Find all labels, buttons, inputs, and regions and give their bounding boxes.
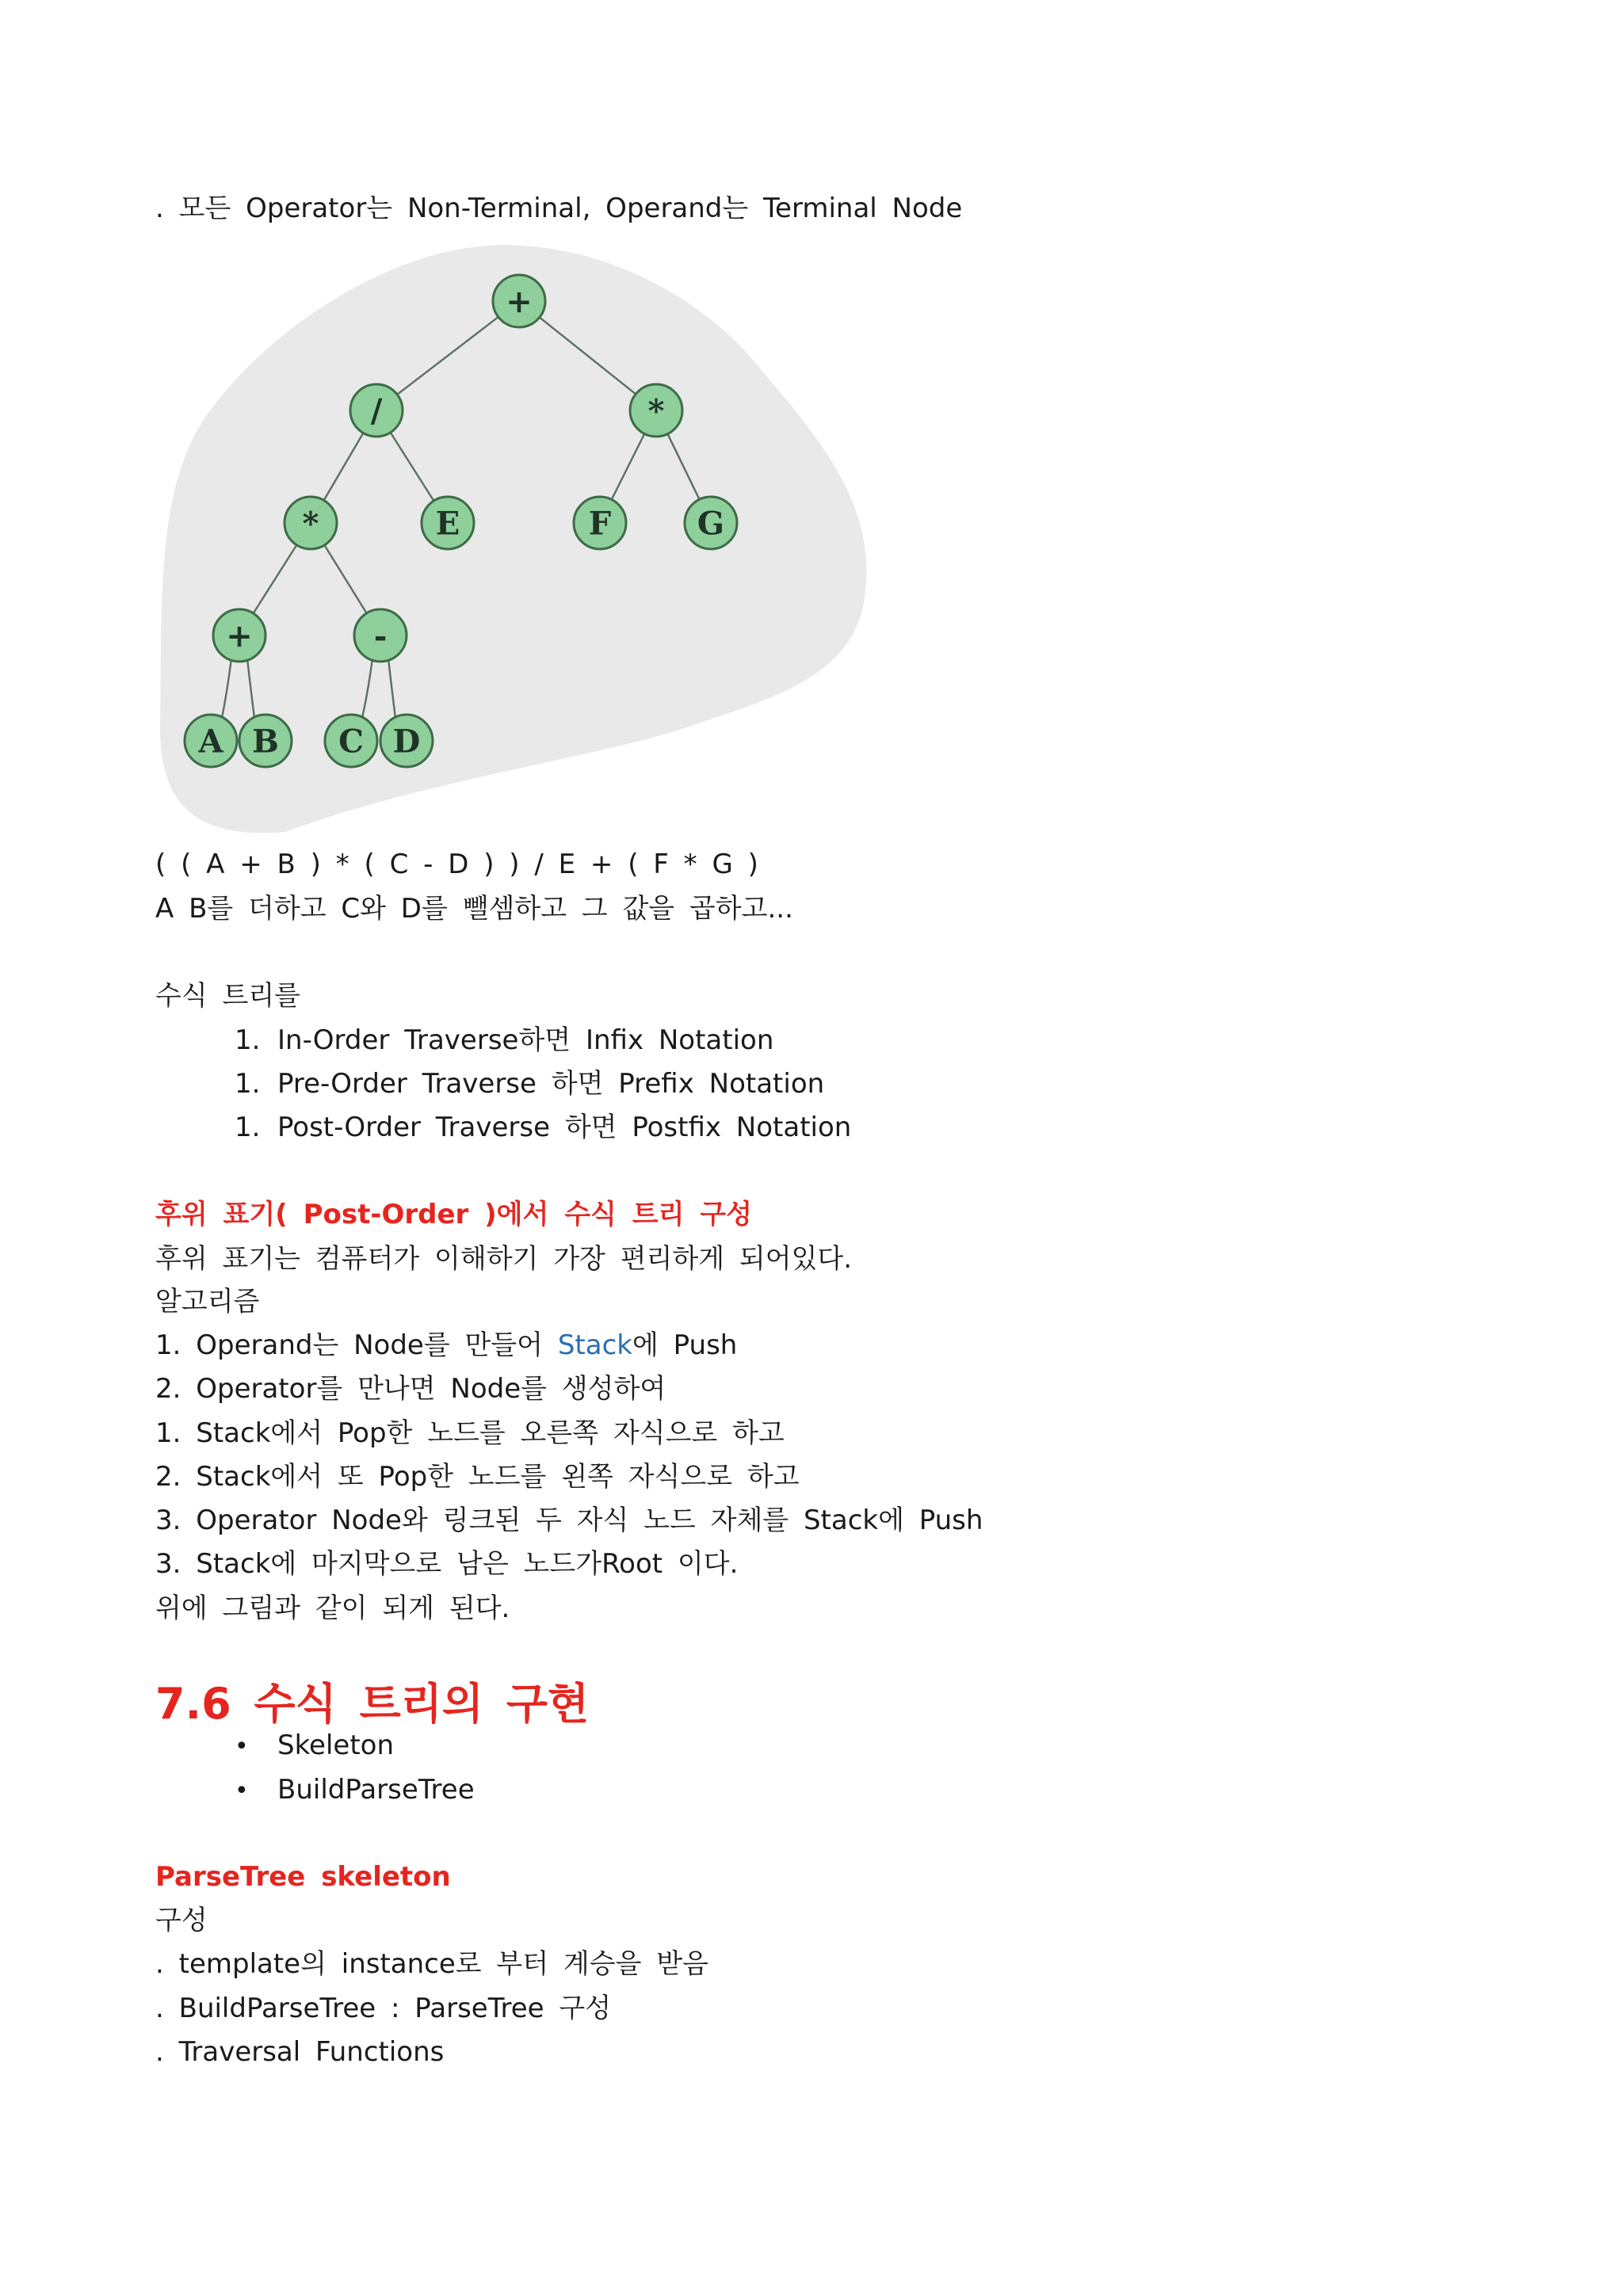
step-text: 에 Push — [632, 1329, 738, 1361]
algorithm-step — [155, 1327, 737, 1363]
step-text: 1. Operand는 Node를 만들어 — [155, 1329, 558, 1361]
tree-node — [685, 497, 737, 549]
tree-node — [213, 609, 265, 662]
algorithm-step: 2. Operator를 만나면 Node를 생성하여 — [155, 1373, 666, 1405]
tree-node-label: G — [697, 505, 725, 543]
tree-node — [239, 715, 292, 767]
algorithm-conclusion: 위에 그림과 같이 되게 된다. — [155, 1592, 510, 1624]
bullet-text: Skeleton — [277, 1730, 395, 1761]
expression-tree-diagram — [151, 230, 880, 840]
list-number: 1. — [235, 1112, 261, 1143]
postorder-heading: 후위 표기( Post-Order )에서 수식 트리 구성 — [155, 1199, 752, 1230]
stack-link[interactable]: Stack — [557, 1329, 632, 1361]
tree-node — [325, 715, 377, 767]
skeleton-line: . Traversal Functions — [155, 2036, 445, 2068]
tree-node-label: A — [198, 723, 223, 761]
skeleton-line: . BuildParseTree : ParseTree 구성 — [155, 1993, 612, 2024]
bullet-item — [235, 1772, 475, 1810]
tree-node-label: + — [506, 283, 533, 321]
algorithm-step: 3. Stack에 마지막으로 남은 노드가Root 이다. — [155, 1548, 739, 1580]
tree-node-label: + — [226, 617, 253, 655]
list-text: Pre-Order Traverse 하면 Prefix Notation — [277, 1068, 825, 1100]
tree-node-label: * — [302, 505, 319, 543]
tree-node-label: * — [647, 392, 665, 430]
bullet-text: BuildParseTree — [277, 1774, 475, 1806]
traverse-item-inorder — [235, 1022, 773, 1058]
list-number: 1. — [235, 1068, 261, 1100]
tree-node-label: C — [338, 723, 364, 761]
algorithm-step: 3. Operator Node와 링크된 두 자식 노드 자체를 Stack에 Push — [155, 1505, 983, 1536]
tree-node-label: F — [588, 505, 612, 543]
tree-node — [574, 497, 626, 549]
list-number: 1. — [235, 1024, 261, 1056]
traverse-heading: 수식 트리를 — [155, 980, 301, 1012]
bullet-item — [235, 1727, 394, 1765]
traverse-item-preorder — [235, 1066, 824, 1102]
tree-node-label: E — [435, 505, 460, 543]
intro-line: . 모든 Operator는 Non-Terminal, Operand는 Terminal Node — [155, 193, 963, 224]
tree-node-label: B — [252, 723, 279, 761]
tree-node — [422, 497, 474, 549]
list-text: Post-Order Traverse 하면 Postfix Notation — [277, 1112, 852, 1143]
skeleton-heading: ParseTree skeleton — [155, 1861, 451, 1893]
postorder-description: 후위 표기는 컴퓨터가 이해하기 가장 편리하게 되어있다. — [155, 1243, 853, 1275]
traverse-item-postorder — [235, 1109, 851, 1146]
tree-node — [354, 609, 407, 662]
tree-node — [493, 275, 545, 327]
tree-node — [285, 497, 337, 549]
algorithm-step: 2. Stack에서 또 Pop한 노드를 왼쪽 자식으로 하고 — [155, 1461, 800, 1493]
bullet-marker: • — [235, 1777, 249, 1805]
tree-node — [185, 715, 237, 767]
tree-node — [630, 384, 682, 437]
skeleton-line: . template의 instance로 부터 계승을 받음 — [155, 1948, 708, 1980]
bullet-marker: • — [235, 1733, 249, 1760]
tree-node-label: / — [370, 392, 383, 430]
tree-node — [350, 384, 403, 437]
algorithm-step: 1. Stack에서 Pop한 노드를 오른쪽 자식으로 하고 — [155, 1417, 785, 1449]
tree-node — [380, 715, 433, 767]
algorithm-label: 알고리즘 — [155, 1286, 260, 1318]
section-title: 7.6 수식 트리의 구현 — [155, 1679, 590, 1729]
tree-node-label: D — [392, 723, 421, 761]
tree-node-label: - — [373, 617, 388, 655]
expression-description: A B를 더하고 C와 D를 뺄셈하고 그 값을 곱하고... — [155, 893, 793, 925]
skeleton-label: 구성 — [155, 1905, 208, 1936]
expression-line: ( ( A + B ) * ( C - D ) ) / E + ( F * G ) — [155, 849, 758, 880]
list-text: In-Order Traverse하면 Infix Notation — [277, 1024, 774, 1056]
